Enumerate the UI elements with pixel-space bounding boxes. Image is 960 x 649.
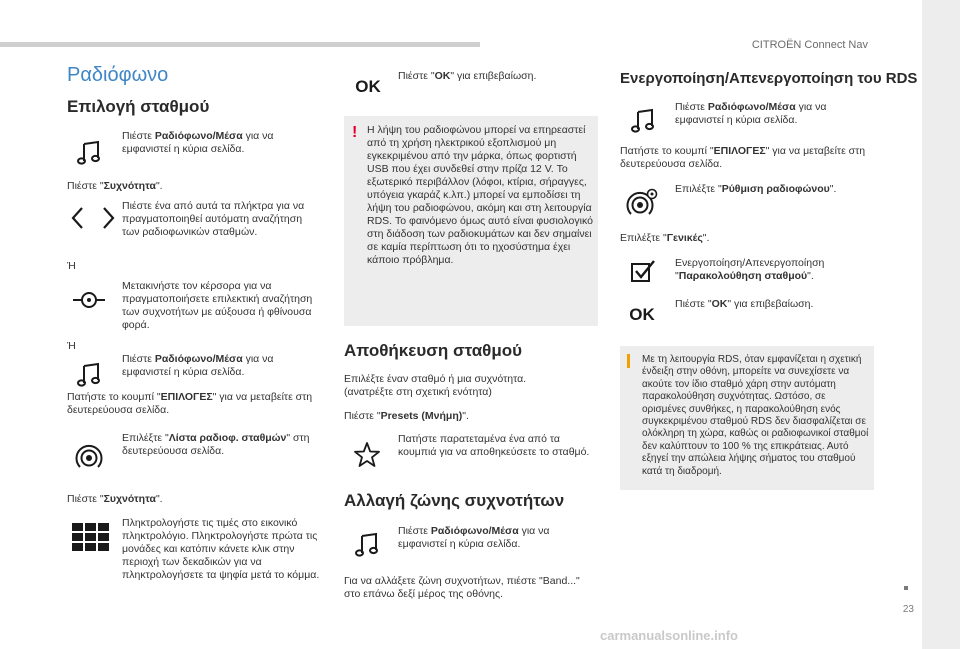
section-title: Ραδιόφωνο: [67, 64, 169, 86]
text-block: Πατήστε το κουμπί "ΕΠΙΛΟΓΕΣ" για να μεταβείτε στη δευτερεύουσα σελίδα.: [620, 145, 866, 170]
music-note-icon: [72, 360, 106, 390]
text-block: Επιλέξτε έναν σταθμό ή μια συχνότητα. (ανατρέξτε στη σχετική ενότητα): [344, 373, 527, 398]
checkbox-icon: [626, 257, 660, 287]
text-block: Πληκτρολογήστε τις τιμές στο εικονικό πληκτρολόγιο. Πληκτρολογήστε πρώτα τις μονάδες και κατόπιν κάνετε κλικ στην περιοχή των δεκαδικών για να πληκτρολογήσετε τα ψηφία μετά το κόμμα.: [122, 517, 320, 581]
text-block: Πατήστε το κουμπί "ΕΠΙΛΟΓΕΣ" για να μεταβείτε στη δευτερεύουσα σελίδα.: [67, 391, 313, 416]
heading-store-station: Αποθήκευση σταθμού: [344, 341, 523, 360]
top-rule: [0, 42, 480, 47]
warning-text: Η λήψη του ραδιοφώνου μπορεί να επηρεαστεί από τη χρήση ηλεκτρικού εξοπλισμού μη εγκεκριμένου από την μάρκα, όπως φορτιστή USB που έχει συνδεθεί στην πρίζα 12 V. Το εξωτερικό περιβάλλον (λόφοι, κτίρια, σήραγγες, υπόγεια γκαράζ κ.λπ.) μπορεί να εμποδίσει τη λήψη του ραδιοφώνου, ακόμη και στη λειτουργία RDS. Το φαινόμενο όμως αυτό είναι φυσιολογικό στη διάδοση των ραδιοκυμάτων και δεν σημαίνει σε καμία περίπτωση ότι το ηχοσύστημα έχει κάποιο πρόβλημα.: [367, 124, 593, 266]
music-note-icon: [72, 138, 106, 168]
or-label: Ή: [67, 260, 76, 272]
page-number: 23: [902, 604, 914, 615]
text-block: Επιλέξτε "Ρύθμιση ραδιοφώνου".: [675, 183, 837, 195]
text-block: Πατήστε παρατεταμένα ένα από τα κουμπιά για να αποθηκεύσετε το σταθμό.: [398, 433, 590, 458]
keypad-icon: [72, 522, 110, 552]
side-strip: [922, 0, 960, 649]
text-block: Πιέστε ένα από αυτά τα πλήκτρα για να πραγματοποιηθεί αυτόματη αναζήτηση των ραδιοφωνικών σταθμών.: [122, 200, 305, 238]
tuning-cursor-icon: [72, 285, 106, 315]
heading-select-station: Επιλογή σταθμού: [67, 97, 210, 116]
star-icon: [350, 440, 384, 470]
text-block: Πιέστε Ραδιόφωνο/Μέσα για να εμφανιστεί η κύρια σελίδα.: [122, 353, 274, 378]
brand-label: CITROËN Connect Nav: [751, 39, 868, 51]
text-block: Πιέστε Ραδιόφωνο/Μέσα για να εμφανιστεί η κύρια σελίδα.: [675, 101, 827, 126]
music-note-icon: [350, 530, 384, 560]
watermark: carmanualsonline.info: [600, 628, 738, 643]
text-block: Πιέστε "OK" για επιβεβαίωση.: [675, 298, 814, 310]
heading-rds: Ενεργοποίηση/Απενεργοποίηση του RDS: [620, 70, 918, 87]
text-block: Ενεργοποίηση/Απενεργοποίηση "Παρακολούθηση σταθμού".: [675, 257, 825, 282]
heading-change-band: Αλλαγή ζώνης συχνοτήτων: [344, 491, 565, 510]
text-block: Επιλέξτε "Λίστα ραδιοφ. σταθμών" στη δευτερεύουσα σελίδα.: [122, 432, 310, 457]
info-text: Με τη λειτουργία RDS, όταν εμφανίζεται η σχετική ένδειξη στην οθόνη, μπορείτε να συνεχίσετε να ακούτε τον ίδιο σταθμό χάρη στην αυτόματη παρακολούθηση συχνότητας. Ωστόσο, σε ορισμένες συνθήκες, η παρακολούθηση ενός συγκεκριμένου σταθμού RDS δεν διασφαλίζεται σε ολόκληρη τη χώρα, καθώς οι ραδιοφωνικοί σταθμοί δεν καλύπτουν το 100 % της επικράτειας. Αυτό εξηγεί την απώλεια λήψης σήματος του σταθμού κατά τη διαδρομή.: [642, 354, 869, 477]
warning-icon: !: [352, 124, 358, 141]
text-block: Πιέστε "Presets (Μνήμη)".: [344, 410, 469, 422]
info-icon: [627, 354, 630, 368]
text-block: Επιλέξτε "Γενικές".: [620, 232, 710, 244]
text-block: Πιέστε Ραδιόφωνο/Μέσα για να εμφανιστεί η κύρια σελίδα.: [122, 130, 274, 155]
radio-settings-icon: [626, 188, 660, 218]
text-block: Πιέστε "Συχνότητα".: [67, 493, 163, 505]
text-block: Πιέστε "Συχνότητα".: [67, 180, 163, 192]
or-label: Ή: [67, 340, 76, 352]
seek-arrows-icon: [70, 203, 116, 233]
text-block: Πιέστε Ραδιόφωνο/Μέσα για να εμφανιστεί η κύρια σελίδα.: [398, 525, 550, 550]
page-marker: [904, 586, 908, 590]
ok-icon: OK: [629, 305, 655, 324]
text-block: Μετακινήστε τον κέρσορα για να πραγματοποιήσετε επιλεκτική αναζήτηση των συχνοτήτων με αύξουσα ή φθίνουσα φορά.: [122, 280, 313, 331]
text-block: Για να αλλάξετε ζώνη συχνοτήτων, πιέστε "Band..." στο επάνω δεξί μέρος της οθόνης.: [344, 575, 580, 600]
music-note-icon: [626, 106, 660, 136]
ok-icon: OK: [355, 77, 381, 96]
text-block: Πιέστε "OK" για επιβεβαίωση.: [398, 70, 537, 82]
radio-signal-icon: [72, 443, 106, 473]
